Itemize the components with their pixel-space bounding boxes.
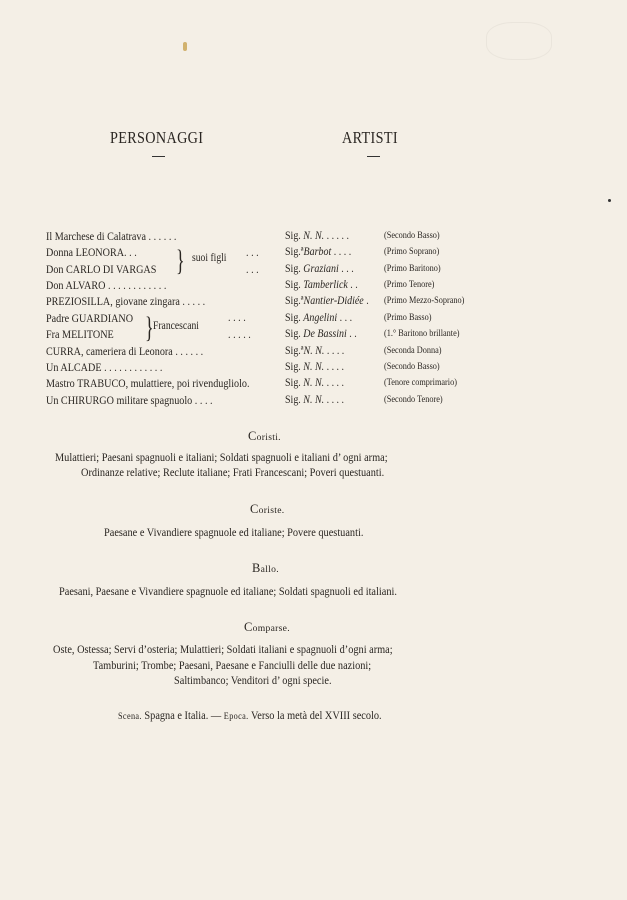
cast-row-role: Don CARLO DI VARGAS	[46, 262, 157, 276]
cast-row-role: Un ALCADE . . . . . . . . . . . .	[46, 360, 163, 374]
sons-brace: }	[176, 244, 185, 277]
section-text-line: Oste, Ostessa; Servi d’osteria; Mulattieri; Soldati italiani e spagnuoli d’ogni arma;	[53, 642, 393, 656]
section-text-line: Mulattieri; Paesani spagnuoli e italiani; Soldati spagnuoli e italiani d’ ogni arma;	[55, 450, 388, 464]
sons-annotation: suoi figli	[192, 252, 227, 264]
section-text-line: Ordinanze relative; Reclute italiane; Frati Francescani; Poveri questuanti.	[81, 465, 385, 479]
artist-cell: Sig. De Bassini . .	[285, 327, 357, 340]
voice-type: (Primo Tenore)	[384, 279, 435, 290]
franciscans-brace: }	[145, 311, 154, 344]
artist-cell: Sig.ªNantier-Didiée .	[285, 294, 369, 307]
artist-cell: Sig.ªBarbot . . . .	[285, 245, 352, 258]
cast-row-role: CURRA, cameriera di Leonora . . . . . .	[46, 344, 204, 358]
artist-cell: Sig. Angelini . . .	[285, 311, 353, 324]
voice-type: (Primo Soprano)	[384, 246, 440, 257]
cast-row-leaders: . . .	[246, 245, 259, 259]
artist-cell: Sig.ªN. N. . . . .	[285, 344, 345, 357]
cast-row-role: PREZIOSILLA, giovane zingara . . . . .	[46, 294, 206, 308]
section-text-line: Paesane e Vivandiere spagnuole ed italiane; Povere questuanti.	[104, 525, 364, 539]
ink-speck	[608, 199, 611, 202]
artist-cell: Sig. Graziani . . .	[285, 262, 354, 275]
section-text-line: Paesani, Paesane e Vivandiere spagnuole ed italiane; Soldati spagnuoli ed italiani.	[59, 584, 397, 598]
heading-rule	[367, 156, 380, 157]
section-text-line: Tamburini; Trombe; Paesani, Paesane e Fanciulli delle due nazioni;	[93, 658, 372, 672]
franciscans-annotation: Francescani	[153, 320, 199, 332]
section-title-comparse: Comparse.	[244, 620, 290, 634]
section-text-line: Saltimbanco; Venditori d’ ogni specie.	[174, 673, 332, 687]
voice-type: (Secondo Basso)	[384, 230, 440, 241]
cast-row-role: Fra MELITONE	[46, 327, 114, 341]
cast-row-role: Mastro TRABUCO, mulattiere, poi rivendugliolo.	[46, 376, 250, 390]
voice-type: (Secondo Basso)	[384, 361, 440, 372]
voice-type: (Primo Mezzo-Soprano)	[384, 295, 465, 306]
voice-type: (Tenore comprimario)	[384, 377, 457, 388]
voice-type: (Primo Basso)	[384, 312, 432, 323]
personaggi-heading: PERSONAGGI	[110, 128, 204, 147]
voice-type: (Secondo Tenore)	[384, 394, 443, 405]
voice-type: (Seconda Donna)	[384, 345, 442, 356]
cast-row-leaders: . . .	[246, 262, 259, 276]
scene-epoch-line: Scena. Spagna e Italia. — Epoca. Verso la metà del XVIII secolo.	[118, 708, 382, 722]
cast-row-role: Un CHIRURGO militare spagnuolo . . . .	[46, 393, 213, 407]
artist-cell: Sig. N. N. . . . . .	[285, 229, 350, 242]
artist-cell: Sig. N. N. . . . .	[285, 360, 345, 373]
voice-type: (Primo Baritono)	[384, 263, 441, 274]
section-title-ballo: Ballo.	[252, 561, 279, 575]
artist-cell: Sig. N. N. . . . .	[285, 376, 345, 389]
cast-row-role: Padre GUARDIANO	[46, 311, 134, 325]
artist-cell: Sig. N. N. . . . .	[285, 393, 345, 406]
ink-stain	[183, 42, 187, 51]
artist-cell: Sig. Tamberlick . .	[285, 278, 358, 291]
cast-row-leaders: . . . . .	[228, 327, 251, 341]
artisti-heading: ARTISTI	[342, 128, 398, 147]
section-title-coristi: Coristi.	[248, 429, 281, 443]
cast-row-role: Don ALVARO . . . . . . . . . . . .	[46, 278, 167, 292]
section-title-coriste: Coriste.	[250, 502, 285, 516]
voice-type: (1.° Baritono brillante)	[384, 328, 460, 339]
cast-row-role: Donna LEONORA. . .	[46, 245, 137, 259]
faded-library-stamp	[486, 22, 552, 60]
cast-row-leaders: . . . .	[228, 310, 246, 324]
heading-rule	[152, 156, 165, 157]
cast-row-role: Il Marchese di Calatrava . . . . . .	[46, 229, 177, 243]
